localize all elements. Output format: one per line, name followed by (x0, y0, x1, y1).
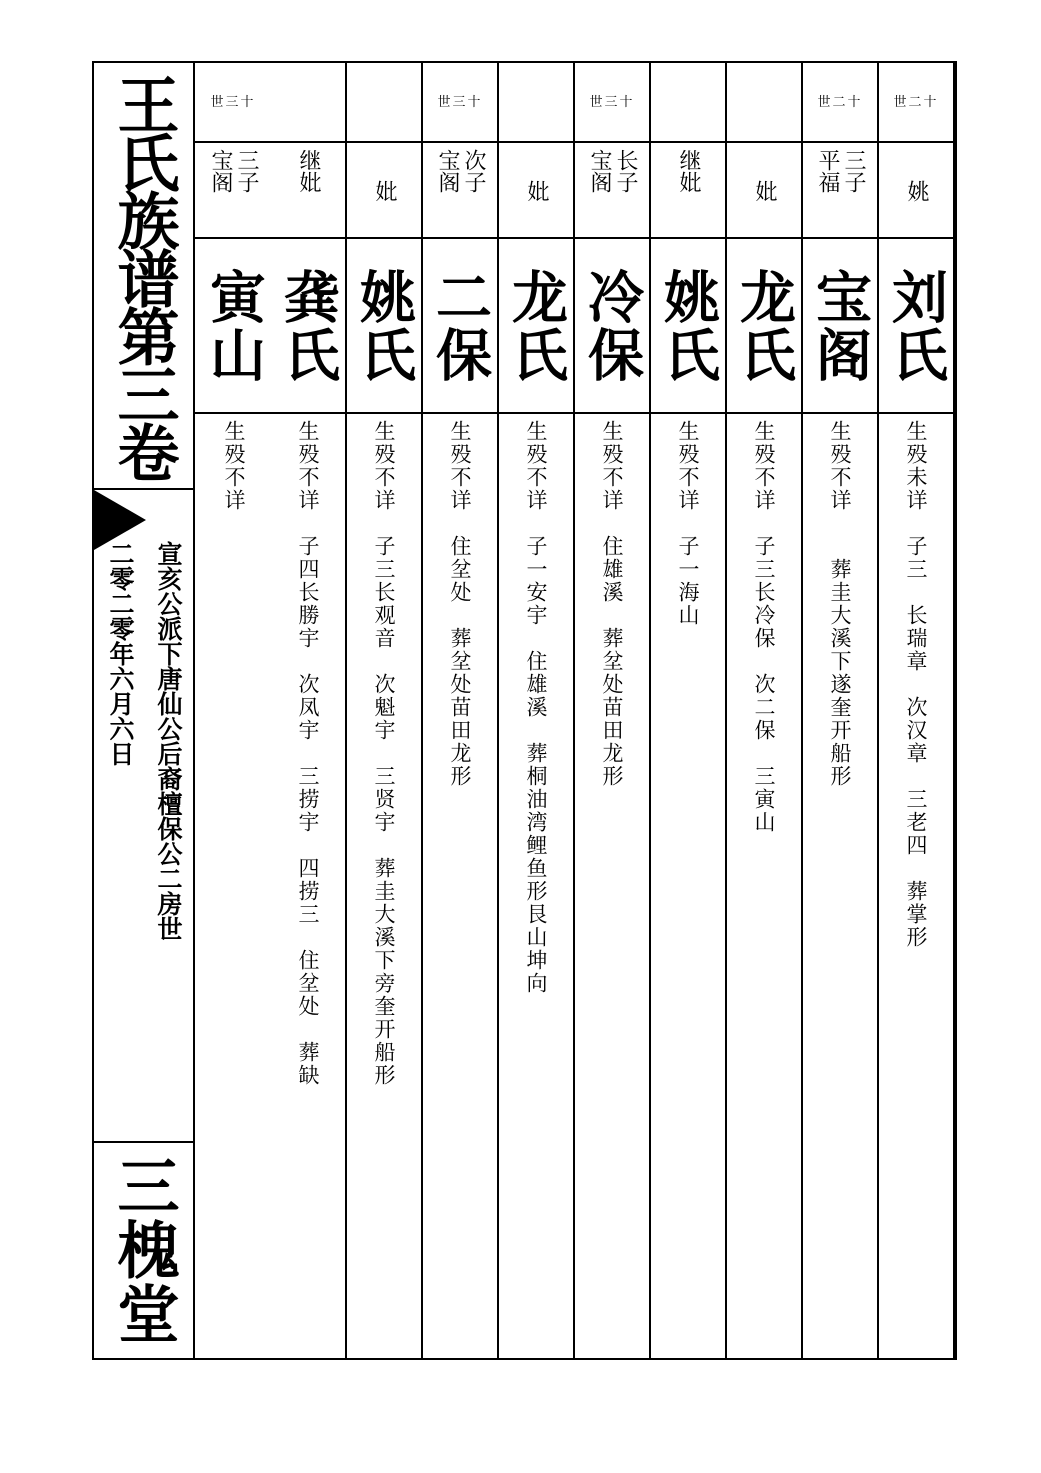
person-description: 生殁不详 子三长观音 次魁宇 三贤宇 葬圭大溪下旁奎开船形 (372, 420, 396, 1087)
entry-column (423, 63, 499, 1358)
person-description: 生殁不详 子一安宇 住雄溪 葬桐油湾鲤鱼形艮山坤向 (524, 420, 548, 995)
person-description: 生殁不详 住雄溪 葬坌处苗田龙形 (600, 420, 624, 788)
person-description: 生殁未详 子三 长瑞章 次汉章 三老四 葬掌形 (904, 420, 928, 949)
book-title: 王氏族谱第三卷 (107, 72, 180, 479)
relation-label: 平福 三子 (815, 149, 866, 193)
relation-label: 妣 (524, 180, 549, 202)
relation-label: 妣 (372, 180, 397, 202)
entry-column (803, 63, 879, 1358)
relation-label: 宝阁 次子 (435, 149, 486, 193)
generation-label: 世二十 (893, 95, 939, 110)
relation-label: 姚 (904, 180, 929, 202)
person-name: 寅山 (201, 268, 267, 384)
person-name: 二保 (427, 268, 493, 384)
generation-label: 世三十 (437, 95, 483, 110)
person-name: 龙氏 (503, 268, 569, 384)
person-name: 龚氏 (275, 268, 341, 384)
person-description: 生殁不详 住坌处 葬坌处苗田龙形 (448, 420, 472, 788)
title-column (94, 63, 195, 1358)
relation-label: 宝阁 三子 (208, 149, 259, 193)
entry-column (499, 63, 575, 1358)
person-description: 生殁不详 子三长冷保 次二保 三寅山 (752, 420, 776, 834)
entry-column (195, 63, 271, 1358)
entry-column (271, 63, 347, 1358)
relation-label: 继妣 (296, 149, 321, 193)
genealogy-page-frame (92, 61, 957, 1360)
person-name: 姚氏 (655, 268, 721, 384)
entry-column (347, 63, 423, 1358)
entry-column (575, 63, 651, 1358)
person-description: 生殁不详 (222, 420, 246, 512)
entry-column (727, 63, 803, 1358)
entry-columns (195, 63, 955, 1358)
generation-label: 世三十 (210, 95, 256, 110)
person-description: 生殁不详 葬圭大溪下遂奎开船形 (828, 420, 852, 788)
generation-label: 世三十 (589, 95, 635, 110)
person-name: 冷保 (579, 268, 645, 384)
person-description: 生殁不详 子一海山 (676, 420, 700, 627)
entry-column (879, 63, 955, 1358)
relation-label: 宝阁 长子 (587, 149, 638, 193)
hall-name: 三槐堂 (107, 1154, 180, 1346)
person-name: 龙氏 (731, 268, 797, 384)
compile-date: 二零二零年六月六日 (106, 541, 135, 766)
hall-divider (94, 1141, 193, 1143)
person-name: 姚氏 (351, 268, 417, 384)
person-name: 刘氏 (883, 268, 949, 384)
entry-column (651, 63, 727, 1358)
lineage-subtitle: 宣亥公派下唐仙公后裔檀保公二房世 (154, 541, 183, 941)
person-description: 生殁不详 子四长勝宇 次凤宇 三捞宇 四捞三 住坌处 葬缺 (296, 420, 320, 1087)
relation-label: 继妣 (676, 149, 701, 193)
person-name: 宝阁 (807, 268, 873, 384)
generation-label: 世二十 (817, 95, 863, 110)
relation-label: 妣 (752, 180, 777, 202)
